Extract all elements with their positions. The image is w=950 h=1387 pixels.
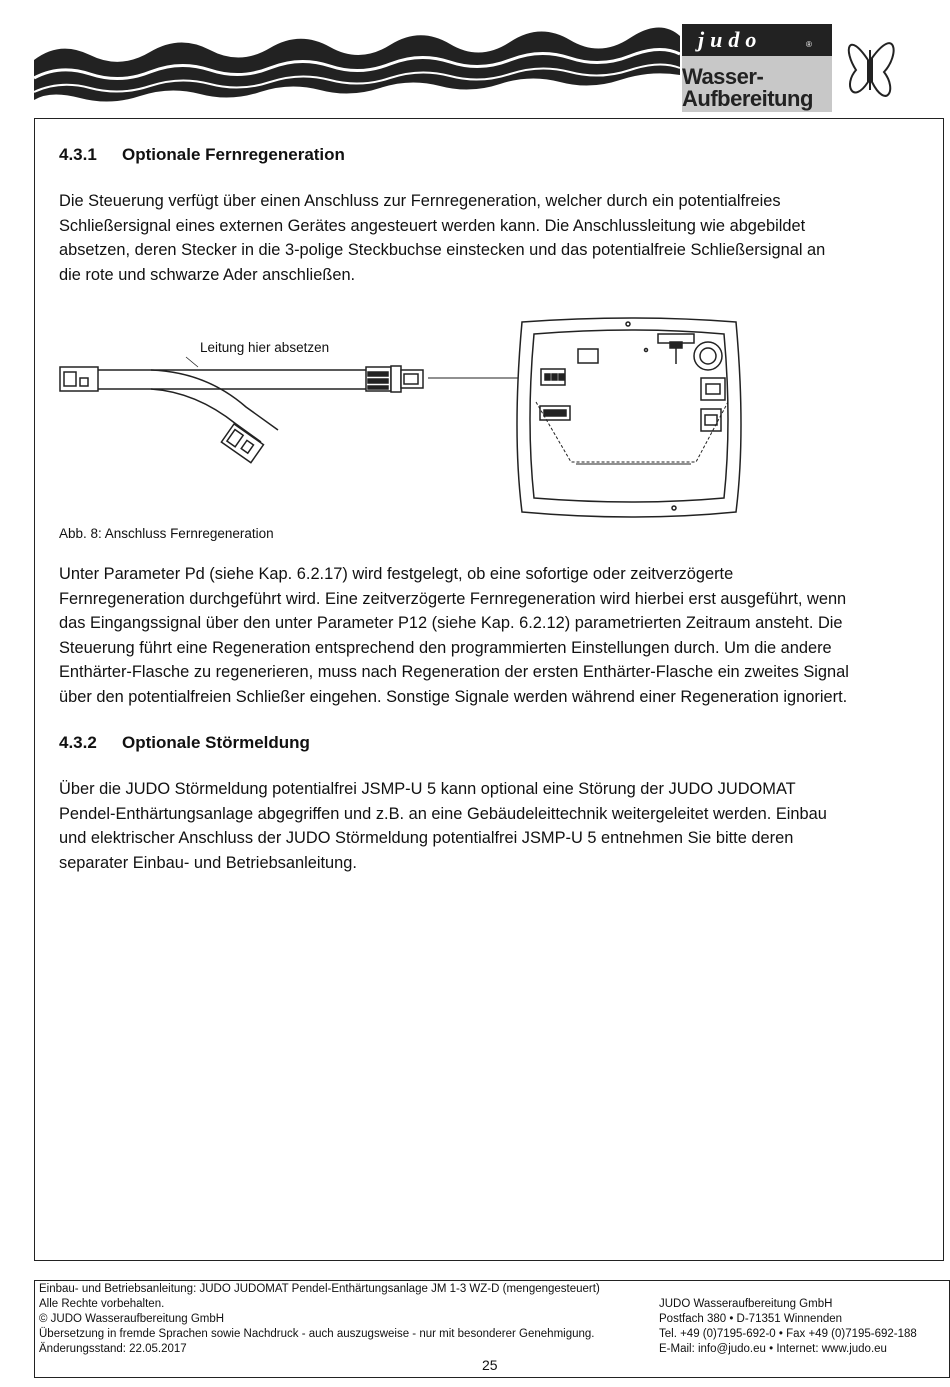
section-title: Optionale Störmeldung bbox=[122, 733, 310, 752]
text-line: Über die JUDO Störmeldung potentialfrei JSMP-U 5 kann optional eine Störung der JUDO JUDOMAT bbox=[59, 780, 796, 798]
section-number: 4.3.2 bbox=[59, 733, 97, 752]
footer-line: JUDO Wasseraufbereitung GmbH bbox=[659, 1298, 833, 1310]
text-line: Unter Parameter Pd (siehe Kap. 6.2.17) wird festgelegt, ob eine sofortige oder zeitverzögerte bbox=[59, 565, 734, 583]
footer-line: Änderungsstand: 22.05.2017 bbox=[39, 1343, 187, 1355]
footer-line: Alle Rechte vorbehalten. bbox=[39, 1298, 165, 1310]
figure-fernregeneration-diagram bbox=[56, 312, 756, 527]
footer-legal bbox=[39, 1282, 600, 1357]
footer-line: E-Mail: info@judo.eu • Internet: www.judo.eu bbox=[659, 1343, 887, 1355]
logo-registered-mark: ® bbox=[806, 40, 812, 49]
controller-board bbox=[517, 318, 741, 517]
text-line: Die Steuerung verfügt über einen Anschluss zur Fernregeneration, welcher durch ein potentialfreies bbox=[59, 192, 781, 210]
footer-line: © JUDO Wasseraufbereitung GmbH bbox=[39, 1313, 225, 1325]
logo-brand: judo bbox=[698, 27, 763, 52]
section-heading-4-3-2 bbox=[59, 733, 310, 753]
section-title: Optionale Fernregeneration bbox=[122, 145, 345, 164]
text-line: Steuerung führt eine Regeneration entsprechend den programmierten Einstellungen durch. Um die andere bbox=[59, 638, 832, 657]
footer-line: Einbau- und Betriebsanleitung: JUDO JUDOMAT Pendel-Enthärtungsanlage JM 1-3 WZ-D (mengengesteuert) bbox=[39, 1283, 600, 1295]
footer-line: Tel. +49 (0)7195-692-0 • Fax +49 (0)7195-692-188 bbox=[659, 1328, 917, 1340]
paragraph-parameter-pd bbox=[59, 562, 929, 709]
butterfly-icon bbox=[838, 20, 900, 120]
section-heading-4-3-1 bbox=[59, 145, 345, 165]
text-line: das Eingangssignal über den unter Parameter P12 (siehe Kap. 6.2.12) parametrierten Zeitraum ansteht. Die bbox=[59, 614, 843, 632]
text-line: Schließersignal eines externen Gerätes angesteuert werden kann. Die Anschlussleitung wie abgebildet bbox=[59, 216, 806, 235]
text-line: Pendel-Enthärtungsanlage abgegriffen und z.B. an eine Gebäudeleittechnik weitergeleitet werden. Einbau bbox=[59, 804, 827, 823]
logo-line1: Wasser- bbox=[682, 64, 764, 89]
page-number: 25 bbox=[482, 1357, 498, 1373]
text-line: Enthärter-Flasche zu regenerieren, muss nach Regeneration der ersten Enthärter-Flasche ein zweites Signal bbox=[59, 663, 849, 681]
footer-line: Übersetzung in fremde Sprachen sowie Nachdruck - auch auszugsweise - nur mit besonderer Genehmigung. bbox=[39, 1328, 595, 1340]
section-number: 4.3.1 bbox=[59, 145, 97, 164]
figure-caption: Abb. 8: Anschluss Fernregeneration bbox=[59, 526, 274, 541]
text-line: die rote und schwarze Ader anschließen. bbox=[59, 265, 356, 284]
footer-contact bbox=[659, 1297, 917, 1357]
paragraph-fernregeneration-intro bbox=[59, 189, 929, 287]
paragraph-stoermeldung bbox=[59, 777, 929, 875]
logo-line2: Aufbereitung bbox=[682, 86, 813, 111]
cable-illustration bbox=[60, 366, 423, 463]
text-line: separater Einbau- und Betriebsanleitung. bbox=[59, 853, 357, 872]
text-line: absetzen, deren Stecker in die 3-polige Steckbuchse einstecken und das potentialfreie Schließersignal an bbox=[59, 241, 826, 259]
text-line: über den potentialfreien Schließer eingehen. Sonstige Signale werden während einer Regeneration ignoriert. bbox=[59, 687, 848, 706]
footer-line: Postfach 380 • D-71351 Winnenden bbox=[659, 1313, 843, 1325]
text-line: Fernregeneration durchgeführt wird. Eine zeitverzögerte Fernregeneration wird hierbei erst ausgeführt, wenn bbox=[59, 589, 847, 608]
text-line: und elektrischer Anschluss der JUDO Störmeldung potentialfrei JSMP-U 5 entnehmen Sie bitte deren bbox=[59, 829, 794, 847]
figure-label-cable: Leitung hier absetzen bbox=[200, 340, 330, 355]
